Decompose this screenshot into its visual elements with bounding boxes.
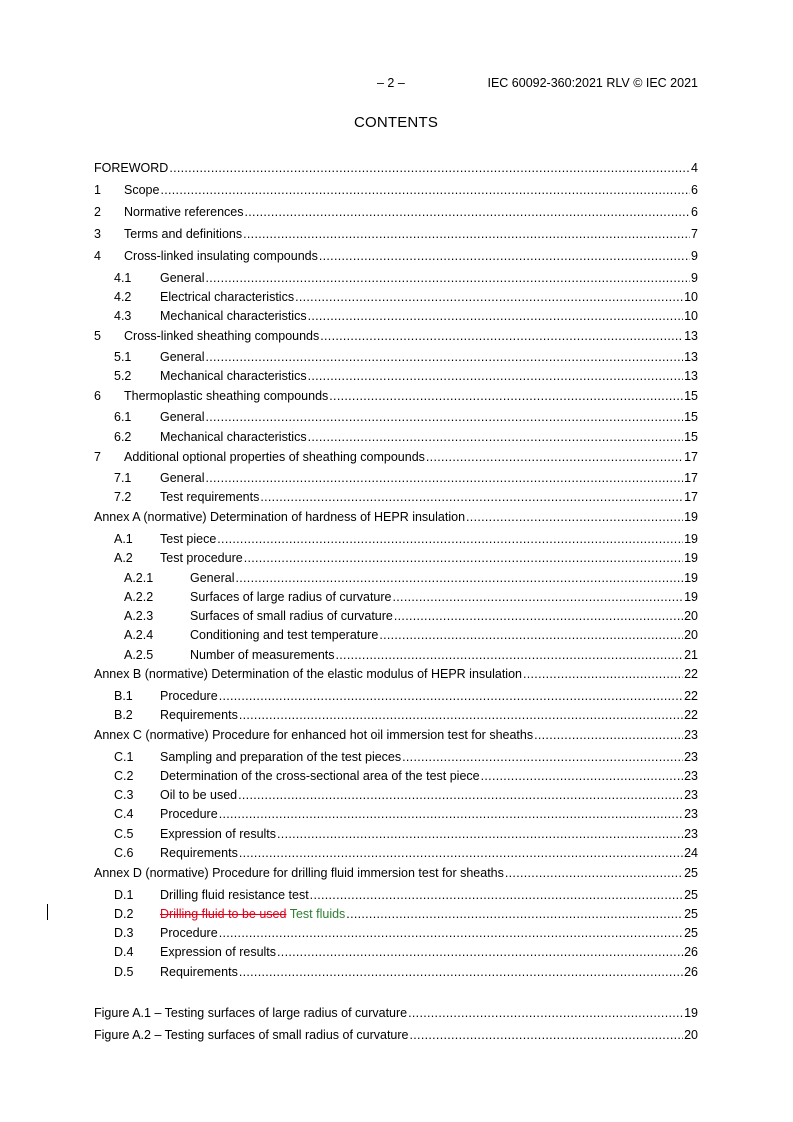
- toc-entry-number: D.1: [114, 888, 134, 902]
- dot-leader: [205, 349, 683, 365]
- toc-entry-page: 25: [684, 926, 698, 940]
- dot-leader: [245, 204, 691, 220]
- toc-entry-title: Cross-linked insulating compounds: [124, 249, 318, 263]
- dot-leader: [205, 409, 683, 425]
- dot-leader: [217, 531, 683, 547]
- document-id: IEC 60092-360:2021 RLV © IEC 2021: [487, 76, 698, 90]
- toc-entry-title: Annex C (normative) Procedure for enhanced hot oil immersion test for sheaths: [94, 728, 534, 742]
- toc-entry[interactable]: [94, 865, 698, 881]
- toc-entry-number: 6.2: [114, 430, 132, 444]
- toc-entry-page: 13: [684, 329, 698, 343]
- toc-entry-page: 22: [684, 667, 698, 681]
- dot-leader: [379, 627, 683, 643]
- dot-leader: [238, 787, 683, 803]
- toc-entry[interactable]: [94, 1005, 698, 1021]
- toc-entry-page: 23: [684, 788, 698, 802]
- toc-entry-number: 7: [94, 450, 101, 464]
- toc-entry-title: General: [160, 271, 205, 285]
- toc-entry-number: 5.1: [114, 350, 132, 364]
- dot-leader: [219, 806, 683, 822]
- toc-entry-title: Procedure: [160, 926, 218, 940]
- toc-entry-number: 3: [94, 227, 101, 241]
- toc-entry[interactable]: [94, 627, 698, 643]
- toc-entry-title: Drilling fluid resistance test: [160, 888, 309, 902]
- toc-entry-page: 19: [684, 532, 698, 546]
- toc-entry[interactable]: [94, 226, 698, 242]
- toc-entry-page: 19: [684, 571, 698, 585]
- toc-entry[interactable]: [94, 589, 698, 605]
- toc-entry[interactable]: [94, 204, 698, 220]
- toc-entry-number: D.3: [114, 926, 134, 940]
- dot-leader: [408, 1005, 683, 1021]
- toc-entry-title: FOREWORD: [94, 161, 169, 175]
- toc-entry-page: 20: [684, 609, 698, 623]
- toc-entry[interactable]: [94, 160, 698, 176]
- toc-entry-page: 10: [684, 309, 698, 323]
- toc-entry-title: [160, 906, 345, 922]
- dot-leader: [336, 647, 684, 663]
- toc-entry-title: Test procedure: [160, 551, 243, 565]
- toc-entry-title: Requirements: [160, 965, 238, 979]
- dot-leader: [308, 368, 684, 384]
- toc-entry-number: 7.1: [114, 471, 132, 485]
- dot-leader: [295, 289, 683, 305]
- dot-leader: [277, 944, 683, 960]
- toc-entry-title: Mechanical characteristics: [160, 369, 307, 383]
- dot-leader: [243, 226, 690, 242]
- inserted-text: Test fluids: [286, 907, 346, 921]
- dot-leader: [308, 308, 684, 324]
- dot-leader: [329, 388, 683, 404]
- toc-entry[interactable]: [94, 666, 698, 682]
- dot-leader: [235, 570, 683, 586]
- toc-entry[interactable]: [94, 964, 698, 980]
- toc-entry-page: 20: [684, 1028, 698, 1042]
- toc-entry-number: 1: [94, 183, 101, 197]
- toc-entry-page: 13: [684, 369, 698, 383]
- change-bar: [47, 904, 48, 920]
- toc-entry-title: Mechanical characteristics: [160, 430, 307, 444]
- toc-entry-number: D.2: [114, 907, 134, 921]
- toc-entry[interactable]: [94, 449, 698, 465]
- toc-entry-number: 4: [94, 249, 101, 263]
- toc-entry-page: 19: [684, 510, 698, 524]
- toc-entry-page: 25: [684, 866, 698, 880]
- toc-entry-title: Test piece: [160, 532, 217, 546]
- toc-entry-number: B.2: [114, 708, 133, 722]
- toc-entry-title: Surfaces of small radius of curvature: [190, 609, 393, 623]
- toc-entry[interactable]: [94, 845, 698, 861]
- dot-leader: [219, 688, 683, 704]
- toc-entry[interactable]: [94, 688, 698, 704]
- toc-entry-page: 23: [684, 728, 698, 742]
- toc-entry-page: 4: [691, 161, 698, 175]
- toc-entry-number: A.2: [114, 551, 133, 565]
- toc-entry[interactable]: [94, 806, 698, 822]
- toc-entry[interactable]: [94, 826, 698, 842]
- dot-leader: [160, 182, 690, 198]
- toc-entry[interactable]: [94, 429, 698, 445]
- dot-leader: [310, 887, 683, 903]
- toc-entry-number: C.4: [114, 807, 134, 821]
- toc-entry-title: Determination of the cross-sectional area of the test piece: [160, 769, 480, 783]
- toc-entry-title: Figure A.1 – Testing surfaces of large radius of curvature: [94, 1006, 408, 1020]
- toc-entry[interactable]: [94, 409, 698, 425]
- toc-entry-number: 2: [94, 205, 101, 219]
- toc-entry-title: Cross-linked sheathing compounds: [124, 329, 320, 343]
- toc-entry-page: 15: [684, 389, 698, 403]
- dot-leader: [481, 768, 683, 784]
- toc-entry-title: Electrical characteristics: [160, 290, 295, 304]
- dot-leader: [219, 925, 683, 941]
- toc-entry[interactable]: [94, 550, 698, 566]
- toc-entry-number: A.2.4: [124, 628, 154, 642]
- dot-leader: [426, 449, 683, 465]
- toc-entry-page: 9: [691, 271, 698, 285]
- toc-entry-title: Thermoplastic sheathing compounds: [124, 389, 329, 403]
- toc-entry[interactable]: [94, 328, 698, 344]
- toc-entry[interactable]: [94, 531, 698, 547]
- toc-entry-title: Normative references: [124, 205, 244, 219]
- toc-entry[interactable]: [94, 270, 698, 286]
- dot-leader: [393, 589, 684, 605]
- dot-leader: [466, 509, 683, 525]
- toc-entry-title: Surfaces of large radius of curvature: [190, 590, 392, 604]
- toc-entry-page: 24: [684, 846, 698, 860]
- dot-leader: [402, 749, 683, 765]
- page-number: – 2 –: [377, 76, 405, 90]
- toc-entry[interactable]: [94, 906, 698, 922]
- toc-entry-number: A.2.3: [124, 609, 154, 623]
- toc-entry-number: D.5: [114, 965, 134, 979]
- toc-entry[interactable]: [94, 368, 698, 384]
- dot-leader: [205, 470, 683, 486]
- toc-entry-number: 4.2: [114, 290, 132, 304]
- toc-entry[interactable]: [94, 289, 698, 305]
- page-header: [94, 76, 698, 92]
- dot-leader: [505, 865, 683, 881]
- toc-entry[interactable]: [94, 470, 698, 486]
- toc-entry-number: 5: [94, 329, 101, 343]
- dot-leader: [534, 727, 683, 743]
- toc-entry-page: 23: [684, 750, 698, 764]
- toc-entry-title: General: [160, 410, 205, 424]
- dot-leader: [239, 845, 683, 861]
- toc-entry[interactable]: [94, 509, 698, 525]
- toc-entry-title: Sampling and preparation of the test pieces: [160, 750, 402, 764]
- toc-entry-page: 21: [684, 648, 698, 662]
- toc-entry[interactable]: [94, 608, 698, 624]
- toc-entry[interactable]: [94, 887, 698, 903]
- toc-entry[interactable]: [94, 388, 698, 404]
- toc-entry-title: Number of measurements: [190, 648, 335, 662]
- toc-entry-title: Oil to be used: [160, 788, 238, 802]
- toc-entry[interactable]: [94, 707, 698, 723]
- deleted-text: Drilling fluid to be used: [160, 907, 287, 921]
- toc-entry-page: 6: [691, 205, 698, 219]
- toc-entry-number: 6.1: [114, 410, 132, 424]
- toc-entry[interactable]: [94, 768, 698, 784]
- dot-leader: [308, 429, 684, 445]
- toc-entry-page: 23: [684, 827, 698, 841]
- dot-leader: [239, 707, 683, 723]
- toc-entry-number: B.1: [114, 689, 133, 703]
- toc-entry-page: 23: [684, 807, 698, 821]
- toc-entry-page: 6: [691, 183, 698, 197]
- dot-leader: [346, 906, 683, 922]
- toc-entry-title: Test requirements: [160, 490, 260, 504]
- dot-leader: [277, 826, 683, 842]
- toc-entry-number: 4.1: [114, 271, 132, 285]
- toc-entry-number: A.1: [114, 532, 133, 546]
- toc-entry-page: 22: [684, 689, 698, 703]
- toc-entry-title: Mechanical characteristics: [160, 309, 307, 323]
- toc-entry[interactable]: [94, 349, 698, 365]
- toc-entry[interactable]: [94, 925, 698, 941]
- dot-leader: [523, 666, 683, 682]
- toc-entry-page: 25: [684, 888, 698, 902]
- toc-entry-title: Expression of results: [160, 945, 277, 959]
- toc-entry-title: Annex B (normative) Determination of the elastic modulus of HEPR insulation: [94, 667, 522, 681]
- toc-entry-page: 13: [684, 350, 698, 364]
- toc-entry-number: 6: [94, 389, 101, 403]
- toc-entry-title: General: [160, 350, 205, 364]
- toc-entry-page: 26: [684, 945, 698, 959]
- toc-entry-number: A.2.2: [124, 590, 154, 604]
- toc-entry-title: Annex D (normative) Procedure for drilling fluid immersion test for sheaths: [94, 866, 504, 880]
- toc-entry-number: D.4: [114, 945, 134, 959]
- dot-leader: [319, 248, 690, 264]
- toc-entry-number: 5.2: [114, 369, 132, 383]
- toc-entry-page: 19: [684, 1006, 698, 1020]
- dot-leader: [205, 270, 690, 286]
- toc-entry-page: 23: [684, 769, 698, 783]
- toc-entry-page: 19: [684, 590, 698, 604]
- toc-entry[interactable]: [94, 308, 698, 324]
- toc-entry-page: 17: [684, 490, 698, 504]
- toc-entry[interactable]: [94, 944, 698, 960]
- toc-entry-title: Procedure: [160, 807, 218, 821]
- toc-entry-number: C.6: [114, 846, 134, 860]
- toc-entry-page: 17: [684, 450, 698, 464]
- toc-entry[interactable]: [94, 1027, 698, 1043]
- toc-entry-number: 7.2: [114, 490, 132, 504]
- toc-entry-title: Annex A (normative) Determination of hardness of HEPR insulation: [94, 510, 466, 524]
- toc-entry-title: Procedure: [160, 689, 218, 703]
- toc-entry-page: 15: [684, 410, 698, 424]
- toc-entry-number: C.1: [114, 750, 134, 764]
- toc-entry-number: C.5: [114, 827, 134, 841]
- toc-entry[interactable]: [94, 182, 698, 198]
- toc-entry[interactable]: [94, 647, 698, 663]
- toc-entry[interactable]: [94, 570, 698, 586]
- toc-entry[interactable]: [94, 489, 698, 505]
- toc-entry-title: Expression of results: [160, 827, 277, 841]
- toc-entry-title: Terms and definitions: [124, 227, 243, 241]
- dot-leader: [260, 489, 683, 505]
- page-title: CONTENTS: [353, 114, 439, 131]
- toc-entry-number: A.2.5: [124, 648, 154, 662]
- toc-entry-title: Conditioning and test temperature: [190, 628, 379, 642]
- toc-entry-page: 9: [691, 249, 698, 263]
- toc-entry-title: Additional optional properties of sheathing compounds: [124, 450, 425, 464]
- toc-entry-title: General: [190, 571, 235, 585]
- toc-entry-title: General: [160, 471, 205, 485]
- toc-entry[interactable]: [94, 749, 698, 765]
- toc-entry-page: 22: [684, 708, 698, 722]
- toc-entry-page: 25: [684, 907, 698, 921]
- dot-leader: [244, 550, 683, 566]
- dot-leader: [320, 328, 683, 344]
- dot-leader: [394, 608, 683, 624]
- dot-leader: [239, 964, 683, 980]
- toc-entry-number: C.3: [114, 788, 134, 802]
- toc-entry-page: 17: [684, 471, 698, 485]
- toc-entry-number: C.2: [114, 769, 134, 783]
- toc-entry-page: 15: [684, 430, 698, 444]
- toc-entry-page: 20: [684, 628, 698, 642]
- toc-entry-number: A.2.1: [124, 571, 154, 585]
- dot-leader: [169, 160, 690, 176]
- toc-entry[interactable]: [94, 248, 698, 264]
- toc-entry[interactable]: [94, 787, 698, 803]
- toc-entry-page: 10: [684, 290, 698, 304]
- toc-entry-title: Figure A.2 – Testing surfaces of small radius of curvature: [94, 1028, 409, 1042]
- toc-entry-title: Scope: [124, 183, 160, 197]
- toc-entry-title: Requirements: [160, 708, 238, 722]
- toc-entry[interactable]: [94, 727, 698, 743]
- toc-entry-page: 7: [691, 227, 698, 241]
- dot-leader: [410, 1027, 684, 1043]
- toc-entry-page: 26: [684, 965, 698, 979]
- toc-entry-number: 4.3: [114, 309, 132, 323]
- toc-entry-title: Requirements: [160, 846, 238, 860]
- toc-entry-page: 19: [684, 551, 698, 565]
